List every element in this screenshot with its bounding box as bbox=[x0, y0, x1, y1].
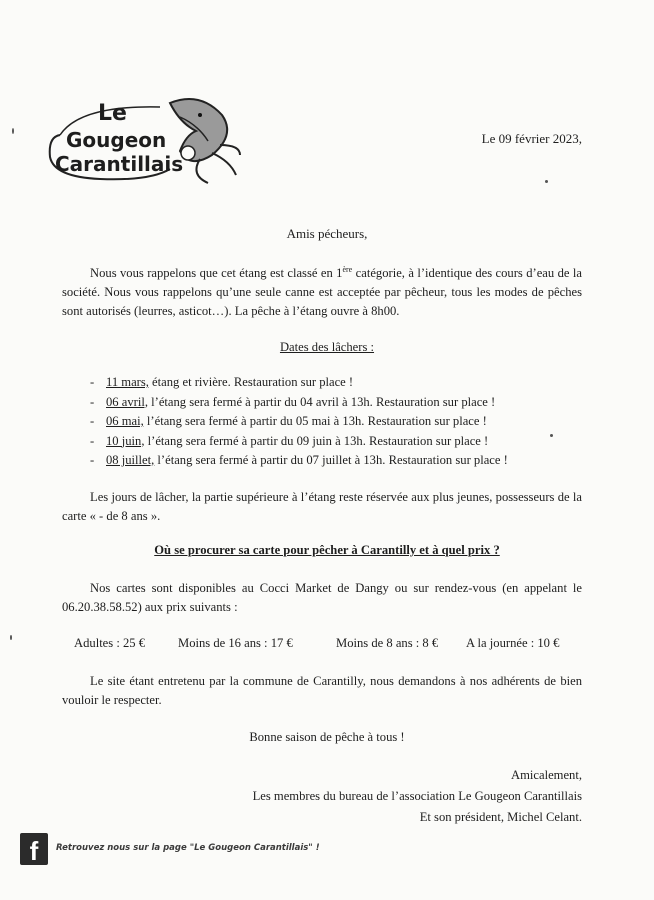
release-text: l’étang sera fermé à partir du 07 juillet à 13h. Restauration sur place ! bbox=[154, 453, 508, 467]
logo-text-gougeon: Gougeon bbox=[66, 128, 167, 152]
salutation: Amis pécheurs, bbox=[286, 226, 368, 241]
release-date: 06 mai, bbox=[106, 414, 144, 428]
release-date: 08 juillet, bbox=[106, 453, 155, 467]
where-heading: Où se procurer sa carte pour pêcher à Carantilly et à quel prix ? bbox=[154, 543, 500, 557]
list-item: - 11 mars, étang et rivière. Restauration sur place ! bbox=[90, 375, 354, 389]
list-item: - 10 juin, l’étang sera fermé à partir du 09 juin à 13h. Restauration sur place ! bbox=[90, 433, 489, 448]
price-adults: Adultes : 25 € bbox=[74, 636, 146, 650]
letter-date: Le 09 février 2023, bbox=[481, 131, 582, 146]
facebook-page-text[interactable]: Retrouvez nous sur la page "Le Gougeon Carantillais" ! bbox=[56, 843, 320, 853]
release-dates-list bbox=[90, 373, 590, 471]
logo-text-le: Le bbox=[98, 101, 127, 126]
scan-speck bbox=[545, 180, 548, 183]
closing-signature bbox=[253, 765, 582, 828]
release-text: étang et rivière. Restauration sur place ! bbox=[148, 375, 354, 389]
club-logo bbox=[40, 95, 245, 190]
price-list bbox=[74, 636, 594, 651]
list-item: - 08 juillet, l’étang sera fermé à partir du 07 juillet à 13h. Restauration sur place ! bbox=[90, 453, 508, 467]
scan-speck bbox=[12, 128, 14, 134]
youth-paragraph: Les jours de lâcher, la partie supérieure à l’étang reste réservée aux plus jeunes, possesseurs de la carte « - de 8 ans ». bbox=[62, 490, 582, 523]
price-under-16: Moins de 16 ans : 17 € bbox=[178, 636, 293, 650]
release-date: 11 mars, bbox=[106, 375, 149, 389]
closing-line: Et son président, Michel Celant. bbox=[419, 810, 582, 824]
closing-line: Les membres du bureau de l’association Le Gougeon Carantillais bbox=[252, 789, 582, 803]
price-day: A la journée : 10 € bbox=[466, 636, 560, 650]
price-under-8: Moins de 8 ans : 8 € bbox=[336, 636, 439, 650]
facebook-icon[interactable]: f bbox=[20, 833, 48, 865]
scan-speck bbox=[10, 635, 12, 640]
cards-paragraph: Nos cartes sont disponibles au Cocci Market de Dangy ou sur rendez-vous (en appelant le 06.20.38.58.52) aux prix suivants : bbox=[62, 581, 582, 614]
release-text: l’étang sera fermé à partir du 05 mai à 13h. Restauration sur place ! bbox=[143, 414, 487, 428]
intro-paragraph bbox=[62, 260, 582, 321]
closing-line: Amicalement, bbox=[511, 768, 582, 782]
releases-heading: Dates des lâchers : bbox=[279, 340, 375, 354]
site-paragraph: Le site étant entretenu par la commune de Carantilly, nous demandons à nos adhérents de bien vouloir le respecter. bbox=[62, 674, 582, 707]
scan-speck bbox=[550, 434, 553, 437]
release-text: l’étang sera fermé à partir du 09 juin à 13h. Restauration sur place ! bbox=[144, 433, 489, 448]
release-date: 06 avril, bbox=[106, 394, 148, 409]
season-wish: Bonne saison de pêche à tous ! bbox=[249, 730, 405, 744]
release-date: 10 juin, bbox=[106, 433, 145, 448]
list-item: - 06 mai, l’étang sera fermé à partir du 05 mai à 13h. Restauration sur place ! bbox=[90, 414, 487, 428]
intro-superscript: ère bbox=[342, 265, 353, 274]
list-item: - 06 avril, l’étang sera fermé à partir du 04 avril à 13h. Restauration sur place ! bbox=[90, 394, 496, 409]
release-text: l’étang sera fermé à partir du 04 avril à 13h. Restauration sur place ! bbox=[147, 394, 496, 409]
intro-text-b: catégorie, à l’identique des cours d’eau de la société. Nous vous rappelons qu’une seule canne est acceptée par pêcheur, tous les modes de pêches sont autorisés (leurres, asticot…). La pêche à l’étang ouvre à 8h00. bbox=[62, 266, 583, 319]
logo-text-carantillais: Carantillais bbox=[55, 152, 184, 176]
intro-text-a: Nous vous rappelons que cet étang est classé en 1 bbox=[90, 266, 343, 281]
